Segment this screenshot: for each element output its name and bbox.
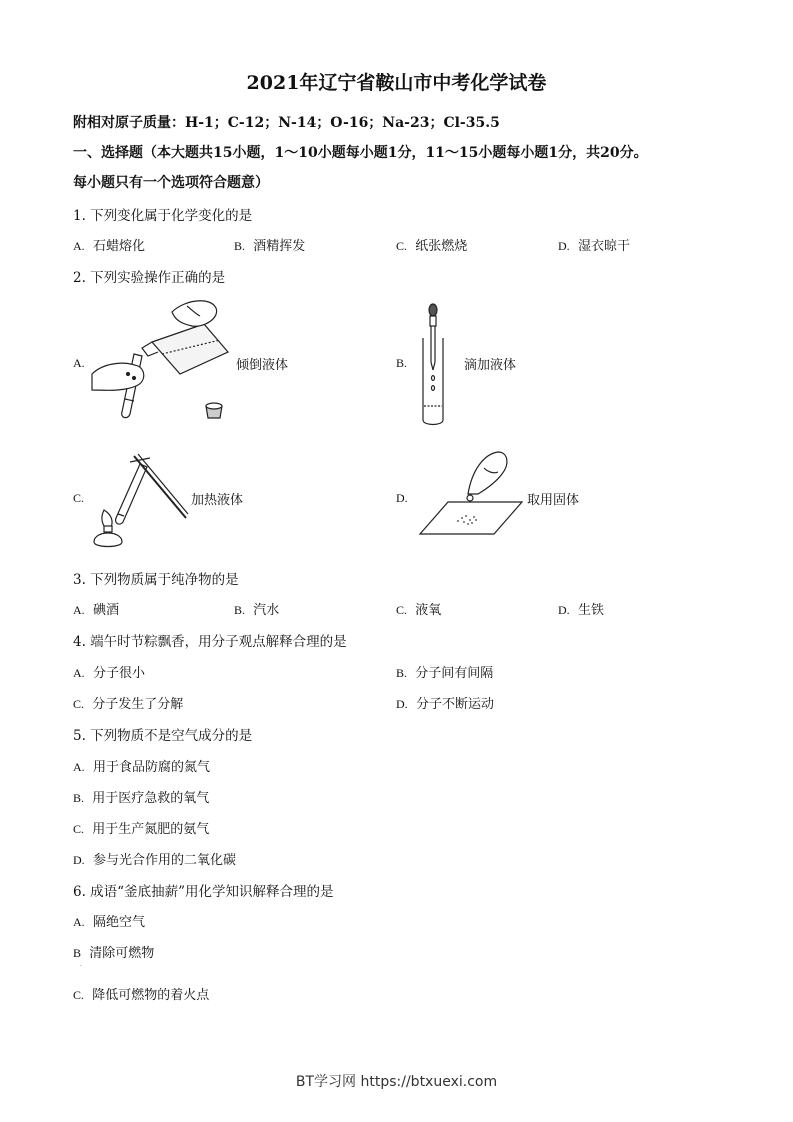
q2-option-c-text: 加热液体 <box>191 493 244 508</box>
q6-option-a[interactable]: A. 隔绝空气 <box>73 915 145 930</box>
q2-option-d-text: 取用固体 <box>527 493 580 508</box>
stray-mark: · <box>80 963 82 970</box>
q2-option-c-letter[interactable]: C. <box>73 491 85 505</box>
taking-solid-figure <box>418 450 524 538</box>
q1-option-a[interactable]: A. 石蜡熔化 <box>73 239 145 254</box>
q2-option-a-text: 倾倒液体 <box>236 358 289 373</box>
question-1-stem: 1. 下列变化属于化学变化的是 <box>73 208 253 224</box>
section-heading-line2: 每小题只有一个选项符合题意） <box>73 175 269 191</box>
footer-watermark: BT学习网 https://btxuexi.com <box>295 1074 498 1090</box>
q5-option-a[interactable]: A. 用于食品防腐的氮气 <box>73 760 210 775</box>
q3-option-c[interactable]: C. 液氧 <box>396 603 442 618</box>
q2-option-b-letter[interactable]: B. <box>396 356 408 370</box>
q5-option-d[interactable]: D. 参与光合作用的二氧化碳 <box>73 853 236 868</box>
q1-option-b[interactable]: B. 酒精挥发 <box>234 239 306 254</box>
page-title: 2021年辽宁省鞍山市中考化学试卷 <box>246 72 547 94</box>
q1-option-c[interactable]: C. 纸张燃烧 <box>396 239 468 254</box>
q5-option-b[interactable]: B. 用于医疗急救的氧气 <box>73 791 210 806</box>
q4-option-b[interactable]: B. 分子间有间隔 <box>396 666 494 681</box>
q3-option-a[interactable]: A. 碘酒 <box>73 603 119 618</box>
q1-option-d[interactable]: D. 湿衣晾干 <box>558 239 630 254</box>
question-4-stem: 4. 端午时节粽飘香，用分子观点解释合理的是 <box>73 634 347 650</box>
q4-option-a[interactable]: A. 分子很小 <box>73 666 145 681</box>
q3-option-b[interactable]: B. 汽水 <box>234 603 280 618</box>
question-5-stem: 5. 下列物质不是空气成分的是 <box>73 728 253 744</box>
section-heading-line1: 一、选择题（本大题共15小题，1～10小题每小题1分，11～15小题每小题1分，共20分。 <box>73 145 648 161</box>
dropper-figure <box>418 302 448 428</box>
q6-option-c[interactable]: C. 降低可燃物的着火点 <box>73 988 210 1003</box>
q3-option-d[interactable]: D. 生铁 <box>558 603 604 618</box>
q4-option-c[interactable]: C. 分子发生了分解 <box>73 697 184 712</box>
q2-option-b-text: 滴加液体 <box>464 358 517 373</box>
pouring-liquid-figure <box>92 294 237 424</box>
q2-option-a-letter[interactable]: A. <box>73 356 85 370</box>
q5-option-c[interactable]: C. 用于生产氮肥的氨气 <box>73 822 210 837</box>
heating-liquid-figure <box>90 452 190 552</box>
question-6-stem: 6. 成语“釜底抽薪”用化学知识解释合理的是 <box>73 884 334 900</box>
q4-option-d[interactable]: D. 分子不断运动 <box>396 697 494 712</box>
q6-option-b[interactable]: B 清除可燃物 <box>73 946 155 961</box>
atomic-masses: 附相对原子质量：H-1；C-12；N-14；O-16；Na-23；Cl-35.5 <box>73 115 500 131</box>
question-2-stem: 2. 下列实验操作正确的是 <box>73 270 226 286</box>
question-3-stem: 3. 下列物质属于纯净物的是 <box>73 572 239 588</box>
q2-option-d-letter[interactable]: D. <box>396 491 408 505</box>
